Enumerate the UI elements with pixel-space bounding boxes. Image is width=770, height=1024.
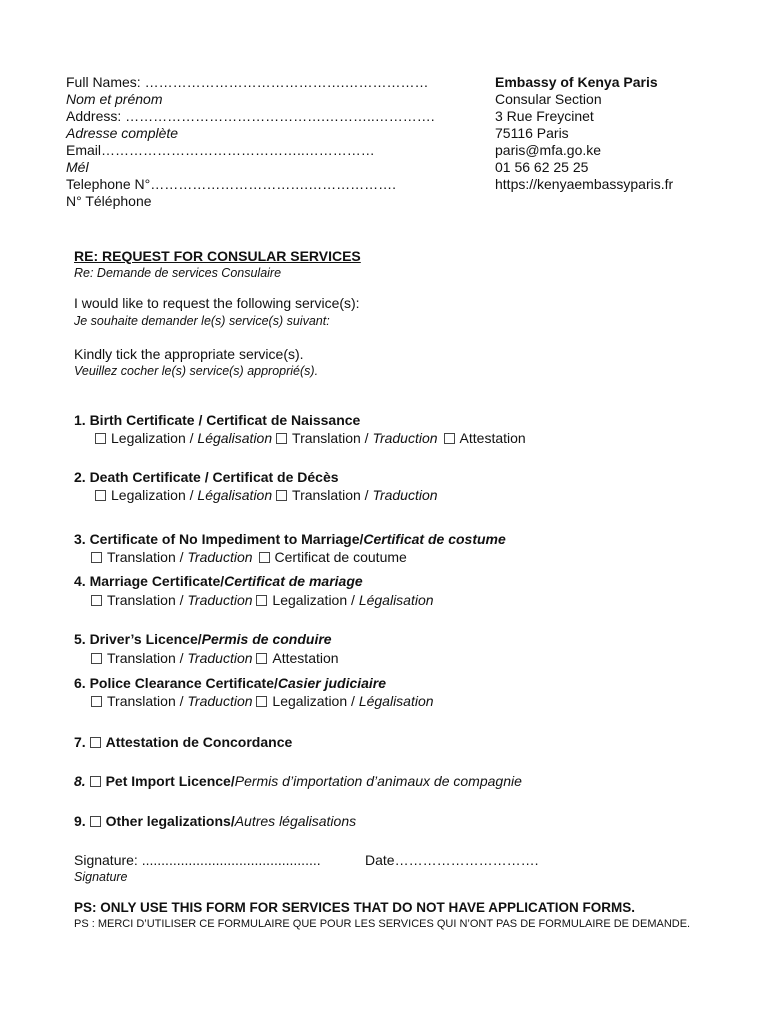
legalization-label: Legalization / [272,592,359,608]
translation-label: Translation / [107,693,188,709]
signature-label-fr: Signature [74,870,128,884]
death-translation-checkbox[interactable] [276,490,287,501]
police-clearance-title-en: 6. Police Clearance Certificate/ [74,675,278,691]
full-names-field[interactable]: Full Names: …………………………………….……………… [66,74,429,90]
legalization-label: Legalization / [111,487,198,503]
legalisation-label-fr: Légalisation [358,693,434,709]
service-birth-certificate-options [95,430,526,447]
pet-import-label-fr: Permis d’importation d’animaux de compagnie [234,773,522,789]
legalisation-label-fr: Légalisation [197,487,273,503]
service-drivers-licence-options [91,650,339,667]
traduction-label-fr: Traduction [372,487,438,503]
signature-field[interactable]: Signature: .............................................. [74,852,321,868]
translation-label: Translation / [107,650,188,666]
embassy-street: 3 Rue Freycinet [495,108,594,124]
service-7-number: 7. [74,734,86,750]
traduction-label-fr: Traduction [187,592,253,608]
service-police-clearance-options [91,693,434,710]
embassy-name: Embassy of Kenya Paris [495,74,658,90]
embassy-website[interactable]: https://kenyaembassyparis.fr [495,176,674,192]
marriage-title-fr: Certificat de mariage [224,573,363,589]
pet-import-checkbox[interactable] [90,776,101,787]
police-translation-checkbox[interactable] [91,696,102,707]
translation-label: Translation / [292,487,373,503]
service-drivers-licence-title [74,631,332,648]
address-field[interactable]: Address: …………………………………….………..…………. [66,108,435,124]
no-impediment-title-fr: Certificat de costume [363,531,506,547]
embassy-email[interactable]: paris@mfa.go.ke [495,142,602,158]
legalization-label: Legalization / [272,693,359,709]
service-attestation-concordance [74,734,292,751]
service-8-number: 8. [74,773,86,789]
embassy-section: Consular Section [495,91,602,107]
certificat-coutume-checkbox[interactable] [259,552,270,563]
service-marriage-certificate-title [74,573,363,590]
service-9-number: 9. [74,813,86,829]
service-marriage-certificate-options [91,592,434,609]
traduction-label-fr: Traduction [187,549,253,565]
death-legalization-checkbox[interactable] [95,490,106,501]
subject-title: RE: REQUEST FOR CONSULAR SERVICES [74,248,361,264]
service-no-impediment-options [91,549,407,566]
tick-instruction: Kindly tick the appropriate service(s). [74,346,304,362]
traduction-label-fr: Traduction [372,430,438,446]
ps-note: PS: ONLY USE THIS FORM FOR SERVICES THAT DO NOT HAVE APPLICATION FORMS. [74,900,636,915]
birth-legalization-checkbox[interactable] [95,433,106,444]
request-text-fr: Je souhaite demander le(s) service(s) suivant: [74,314,330,328]
email-field[interactable]: Email……………………………………..…………… [66,142,375,158]
legalisation-label-fr: Légalisation [197,430,273,446]
drivers-licence-attestation-checkbox[interactable] [256,653,267,664]
request-text: I would like to request the following service(s): [74,295,360,311]
embassy-city: 75116 Paris [495,125,569,141]
service-death-certificate-title: 2. Death Certificate / Certificat de Décès [74,469,339,485]
attestation-label: Attestation [272,650,339,666]
email-label-fr: Mél [66,159,89,175]
service-other-legalizations [74,813,356,830]
birth-translation-checkbox[interactable] [276,433,287,444]
subject-title-fr: Re: Demande de services Consulaire [74,266,282,280]
drivers-licence-title-en: 5. Driver’s Licence/ [74,631,202,647]
other-legalizations-label-fr: Autres légalisations [234,813,357,829]
traduction-label-fr: Traduction [187,650,253,666]
tick-instruction-fr: Veuillez cocher le(s) service(s) approprié(s). [74,364,319,378]
pet-import-label-en: Pet Import Licence/ [105,773,235,789]
telephone-label-fr: N° Téléphone [66,193,152,209]
other-legalizations-checkbox[interactable] [90,816,101,827]
other-legalizations-label-en: Other legalizations/ [105,813,235,829]
birth-attestation-checkbox[interactable] [444,433,455,444]
attestation-label: Attestation [459,430,526,446]
service-death-certificate-options [95,487,438,504]
traduction-label-fr: Traduction [187,693,253,709]
embassy-phone: 01 56 62 25 25 [495,159,589,175]
attestation-concordance-label: Attestation de Concordance [105,734,293,750]
service-birth-certificate-title: 1. Birth Certificate / Certificat de Naissance [74,412,361,428]
full-names-label-fr: Nom et prénom [66,91,163,107]
certificat-coutume-label: Certificat de coutume [274,549,407,565]
marriage-title-en: 4. Marriage Certificate/ [74,573,225,589]
address-label-fr: Adresse complète [66,125,179,141]
marriage-translation-checkbox[interactable] [91,595,102,606]
police-legalization-checkbox[interactable] [256,696,267,707]
police-clearance-title-fr: Casier judiciaire [277,675,387,691]
date-field[interactable]: Date…………………………. [365,852,539,868]
no-impediment-translation-checkbox[interactable] [91,552,102,563]
service-police-clearance-title [74,675,386,692]
marriage-legalization-checkbox[interactable] [256,595,267,606]
service-pet-import-licence [74,773,522,790]
translation-label: Translation / [107,592,188,608]
translation-label: Translation / [107,549,188,565]
drivers-licence-title-fr: Permis de conduire [201,631,332,647]
translation-label: Translation / [292,430,373,446]
legalisation-label-fr: Légalisation [358,592,434,608]
drivers-licence-translation-checkbox[interactable] [91,653,102,664]
service-no-impediment-title [74,531,506,548]
attestation-concordance-checkbox[interactable] [90,737,101,748]
telephone-field[interactable]: Telephone N°…………………………….………………. [66,176,396,192]
no-impediment-title-en: 3. Certificate of No Impediment to Marriage/ [74,531,364,547]
ps-note-fr: PS : MERCI D’UTILISER CE FORMULAIRE QUE POUR LES SERVICES QUI N’ONT PAS DE FORMULAIRE DE DEMANDE. [74,918,691,930]
legalization-label: Legalization / [111,430,198,446]
